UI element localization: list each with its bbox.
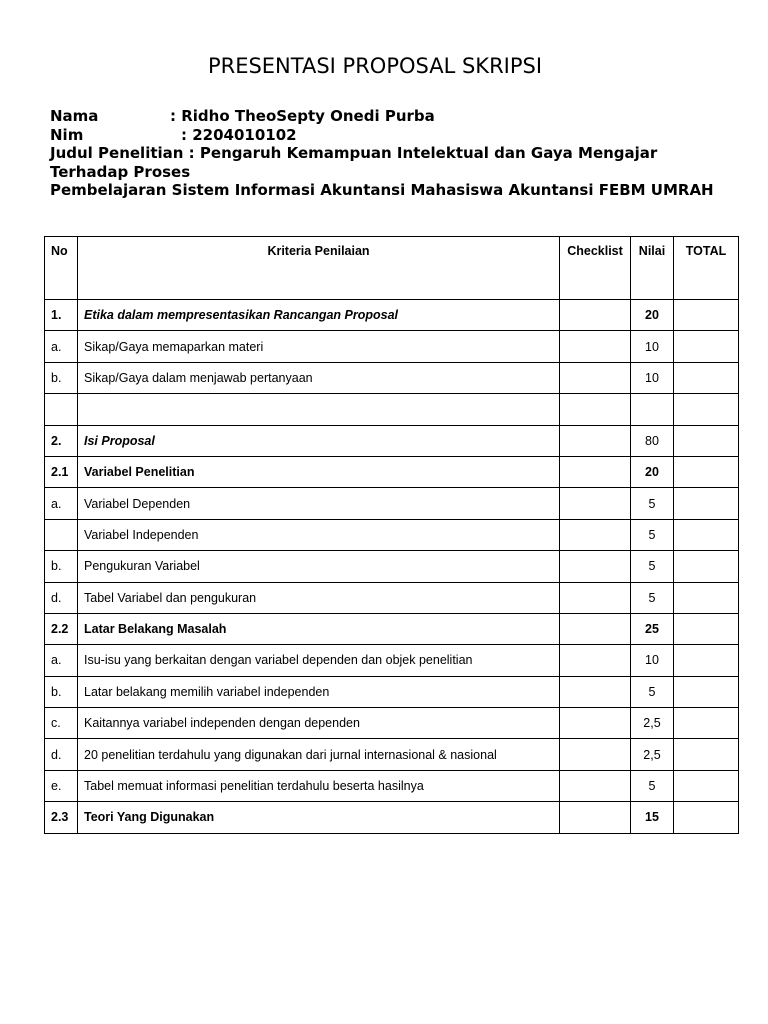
nama-label: Nama bbox=[50, 107, 99, 125]
row-no: d. bbox=[45, 582, 78, 613]
row-total-cell[interactable] bbox=[674, 582, 739, 613]
table-row bbox=[45, 488, 739, 519]
nim-value: : 2204010102 bbox=[181, 125, 297, 144]
row-nilai: 5 bbox=[631, 519, 674, 550]
row-checklist-cell[interactable] bbox=[560, 676, 631, 707]
row-no: 2. bbox=[45, 425, 78, 456]
row-nilai: 10 bbox=[631, 645, 674, 676]
row-no bbox=[45, 519, 78, 550]
nama-row bbox=[50, 107, 730, 126]
table-row bbox=[45, 676, 739, 707]
header-nilai: Nilai bbox=[631, 237, 674, 300]
row-checklist-cell[interactable] bbox=[560, 802, 631, 833]
row-total-cell[interactable] bbox=[674, 519, 739, 550]
row-checklist-cell[interactable] bbox=[560, 613, 631, 644]
row-nilai: 5 bbox=[631, 488, 674, 519]
row-total-cell[interactable] bbox=[674, 676, 739, 707]
row-nilai: 20 bbox=[631, 300, 674, 331]
row-no: 2.1 bbox=[45, 456, 78, 487]
row-total-cell[interactable] bbox=[674, 425, 739, 456]
row-total-cell[interactable] bbox=[674, 362, 739, 393]
row-checklist-cell[interactable] bbox=[560, 519, 631, 550]
row-nilai: 5 bbox=[631, 582, 674, 613]
table-row bbox=[45, 739, 739, 770]
row-no: 2.3 bbox=[45, 802, 78, 833]
row-checklist-cell[interactable] bbox=[560, 739, 631, 770]
row-total-cell[interactable] bbox=[674, 551, 739, 582]
row-checklist-cell[interactable] bbox=[560, 770, 631, 801]
row-kriteria: Kaitannya variabel independen dengan dependen bbox=[78, 708, 560, 739]
row-kriteria: Pengukuran Variabel bbox=[78, 551, 560, 582]
row-checklist-cell[interactable] bbox=[560, 425, 631, 456]
table-row bbox=[45, 645, 739, 676]
assessment-table bbox=[44, 236, 739, 834]
header-no: No bbox=[45, 237, 78, 300]
row-nilai: 5 bbox=[631, 770, 674, 801]
row-nilai: 10 bbox=[631, 362, 674, 393]
header-kriteria: Kriteria Penilaian bbox=[78, 237, 560, 300]
table-row bbox=[45, 331, 739, 362]
row-no: e. bbox=[45, 770, 78, 801]
judul-line-1: Judul Penelitian : Pengaruh Kemampuan Intelektual dan Gaya Mengajar Terhadap Proses bbox=[50, 144, 658, 181]
row-no: a. bbox=[45, 488, 78, 519]
row-nilai: 5 bbox=[631, 676, 674, 707]
row-kriteria: Etika dalam mempresentasikan Rancangan Proposal bbox=[78, 300, 560, 331]
table-header-row bbox=[45, 237, 739, 300]
row-checklist-cell[interactable] bbox=[560, 394, 631, 425]
row-total-cell[interactable] bbox=[674, 456, 739, 487]
row-no: a. bbox=[45, 331, 78, 362]
row-checklist-cell[interactable] bbox=[560, 645, 631, 676]
row-total-cell[interactable] bbox=[674, 300, 739, 331]
row-checklist-cell[interactable] bbox=[560, 488, 631, 519]
row-kriteria: Latar Belakang Masalah bbox=[78, 613, 560, 644]
nim-label: Nim bbox=[50, 125, 84, 144]
row-no: c. bbox=[45, 708, 78, 739]
row-total-cell[interactable] bbox=[674, 331, 739, 362]
row-kriteria: Sikap/Gaya memaparkan materi bbox=[78, 331, 560, 362]
student-info bbox=[50, 107, 730, 200]
row-checklist-cell[interactable] bbox=[560, 551, 631, 582]
row-nilai: 15 bbox=[631, 802, 674, 833]
row-no: a. bbox=[45, 645, 78, 676]
document-title: PRESENTASI PROPOSAL SKRIPSI bbox=[207, 54, 543, 78]
row-no: b. bbox=[45, 362, 78, 393]
row-total-cell[interactable] bbox=[674, 708, 739, 739]
table-row bbox=[45, 425, 739, 456]
table-row bbox=[45, 551, 739, 582]
row-checklist-cell[interactable] bbox=[560, 362, 631, 393]
row-checklist-cell[interactable] bbox=[560, 708, 631, 739]
row-nilai: 2,5 bbox=[631, 708, 674, 739]
row-kriteria: Tabel memuat informasi penelitian terdahulu beserta hasilnya bbox=[78, 770, 560, 801]
table-row bbox=[45, 582, 739, 613]
nama-value: : Ridho TheoSepty Onedi Purba bbox=[170, 107, 435, 125]
row-total-cell[interactable] bbox=[674, 613, 739, 644]
row-nilai bbox=[631, 394, 674, 425]
row-nilai: 10 bbox=[631, 331, 674, 362]
header-checklist: Checklist bbox=[560, 237, 631, 300]
row-kriteria: Isu-isu yang berkaitan dengan variabel dependen dan objek penelitian bbox=[78, 645, 560, 676]
row-total-cell[interactable] bbox=[674, 488, 739, 519]
row-checklist-cell[interactable] bbox=[560, 582, 631, 613]
nim-row bbox=[50, 126, 730, 145]
row-kriteria: Tabel Variabel dan pengukuran bbox=[78, 582, 560, 613]
table-row bbox=[45, 456, 739, 487]
table-row bbox=[45, 519, 739, 550]
row-kriteria: Latar belakang memilih variabel independen bbox=[78, 676, 560, 707]
row-total-cell[interactable] bbox=[674, 739, 739, 770]
row-kriteria: Variabel Dependen bbox=[78, 488, 560, 519]
table-row bbox=[45, 802, 739, 833]
row-no: b. bbox=[45, 551, 78, 582]
row-checklist-cell[interactable] bbox=[560, 331, 631, 362]
row-total-cell[interactable] bbox=[674, 802, 739, 833]
row-total-cell[interactable] bbox=[674, 645, 739, 676]
row-nilai: 20 bbox=[631, 456, 674, 487]
row-no: d. bbox=[45, 739, 78, 770]
row-no: b. bbox=[45, 676, 78, 707]
row-kriteria: Teori Yang Digunakan bbox=[78, 802, 560, 833]
row-no: 1. bbox=[45, 300, 78, 331]
row-kriteria: Sikap/Gaya dalam menjawab pertanyaan bbox=[78, 362, 560, 393]
row-kriteria: Isi Proposal bbox=[78, 425, 560, 456]
row-kriteria: 20 penelitian terdahulu yang digunakan dari jurnal internasional & nasional bbox=[78, 739, 560, 770]
header-total: TOTAL bbox=[674, 237, 739, 300]
row-checklist-cell[interactable] bbox=[560, 456, 631, 487]
table-row bbox=[45, 394, 739, 425]
table-row bbox=[45, 770, 739, 801]
row-kriteria: Variabel Independen bbox=[78, 519, 560, 550]
row-kriteria bbox=[78, 394, 560, 425]
row-total-cell[interactable] bbox=[674, 394, 739, 425]
row-nilai: 25 bbox=[631, 613, 674, 644]
judul-line-2: Pembelajaran Sistem Informasi Akuntansi Mahasiswa Akuntansi FEBM UMRAH bbox=[50, 181, 714, 199]
row-nilai: 80 bbox=[631, 425, 674, 456]
row-checklist-cell[interactable] bbox=[560, 300, 631, 331]
row-no bbox=[45, 394, 78, 425]
table-row bbox=[45, 362, 739, 393]
row-nilai: 5 bbox=[631, 551, 674, 582]
row-nilai: 2,5 bbox=[631, 739, 674, 770]
row-kriteria: Variabel Penelitian bbox=[78, 456, 560, 487]
table-row bbox=[45, 613, 739, 644]
table-row bbox=[45, 300, 739, 331]
table-row bbox=[45, 708, 739, 739]
row-total-cell[interactable] bbox=[674, 770, 739, 801]
row-no: 2.2 bbox=[45, 613, 78, 644]
